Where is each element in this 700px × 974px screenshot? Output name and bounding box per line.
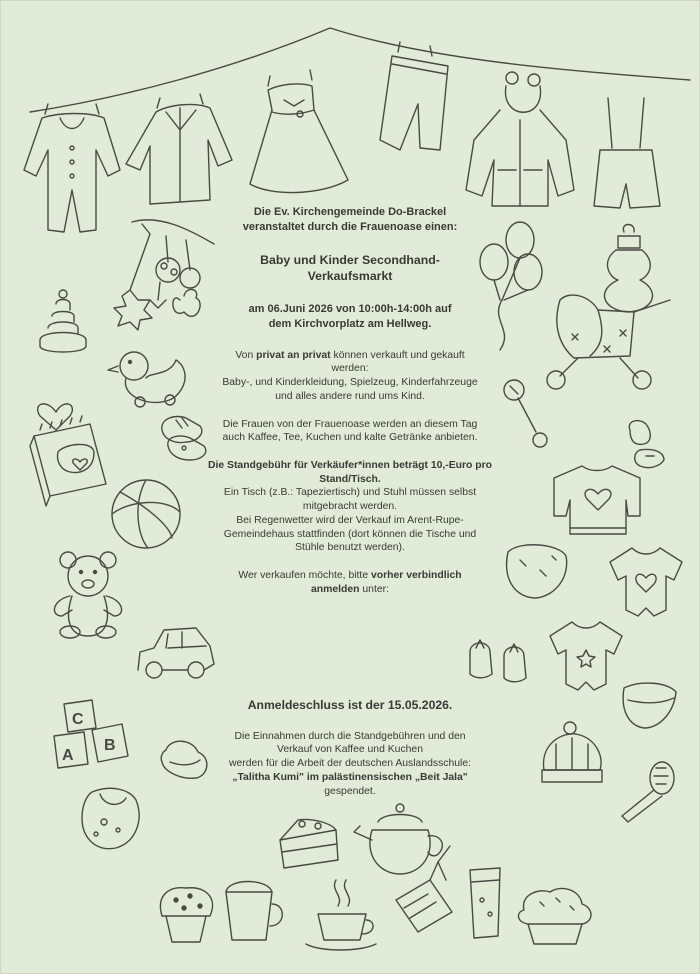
event-title: [190, 252, 510, 285]
organizer-line: veranstaltet durch die Frauenoase einen:: [242, 220, 458, 233]
sale-text: können verkauft und gekauft: [330, 349, 465, 361]
registration-text: unter:: [359, 583, 389, 595]
sale-text: und alles andere rund ums Kind.: [275, 390, 425, 402]
refreshments-info: [190, 418, 510, 445]
block-label-c: C: [72, 711, 84, 728]
refreshments-text: auch Kaffee, Tee, Kuchen und kalte Getränke anbieten.: [222, 432, 478, 444]
diaper-icon: [507, 545, 567, 598]
diaper-cover-icon: [623, 683, 676, 728]
refreshments-text: Die Frauen von der Frauenoase werden an diesem Tag: [222, 418, 478, 430]
sale-text: werden:: [331, 363, 369, 375]
onesie-heart-icon: [610, 548, 682, 616]
stacking-toy-icon: [40, 290, 86, 352]
teacup-icon: [306, 880, 376, 950]
sweater-icon: [554, 466, 640, 534]
cloth-book-icon: [30, 416, 106, 506]
romper-icon: [24, 104, 120, 232]
sale-text: Baby-, und Kinderkleidung, Spielzeug, Kinderfahrzeuge: [222, 377, 478, 389]
proceeds-text: Die Einnahmen durch die Standgebühren und den: [234, 730, 466, 742]
table-text: mitgebracht werden.: [302, 501, 398, 513]
registration-text: Wer verkaufen möchte, bitte: [238, 570, 371, 582]
registration-emphasis: anmelden: [311, 583, 360, 595]
flyer-text: [190, 205, 510, 798]
muffin-icon: [160, 888, 212, 942]
proceeds-text: werden für die Arbeit der deutschen Auslandsschule:: [228, 758, 472, 770]
clothesline-icon: [30, 28, 690, 112]
booties-icon: [629, 421, 664, 468]
pram-icon: [547, 295, 670, 389]
trousers-icon: [380, 42, 448, 150]
registration-deadline: Anmeldeschluss ist der 15.05.2026.: [247, 697, 453, 712]
jacket-icon: [126, 94, 232, 204]
coffee-cup-icon: [226, 882, 282, 941]
registration-info: [190, 569, 510, 596]
title-line: Baby und Kinder Secondhand-: [260, 252, 440, 267]
organizer-line: Die Ev. Kirchengemeinde Do-Brackel: [253, 206, 447, 218]
knit-cap-icon: [542, 722, 602, 782]
block-label-a: A: [62, 747, 74, 764]
title-line: Verkaufsmarkt: [307, 269, 393, 284]
fee-info: [190, 459, 510, 555]
fee-text: Die Standgebühr für Verkäufer*innen beträgt 10,-Euro pro: [207, 459, 493, 471]
teddy-bear-icon: [54, 552, 121, 638]
drink-glass-icon: [470, 868, 500, 938]
sale-emphasis: privat an privat: [256, 349, 331, 361]
sale-info: [190, 349, 510, 404]
date-line: am 06.Juni 2026 von 10:00h-14:00h auf: [248, 302, 452, 315]
organizer: [190, 205, 510, 235]
hairbrush-icon: [622, 762, 674, 822]
heart-icon: [38, 404, 73, 430]
rain-text: Stühle benutzt werden).: [295, 542, 405, 554]
proceeds-text: gespendet.: [324, 785, 376, 797]
sale-text: Von: [235, 349, 257, 361]
proceeds-info: [190, 730, 510, 799]
baby-bottle-icon: [605, 225, 653, 313]
cupcake-icon: [518, 888, 591, 944]
rain-text: Gemeindehaus stattfinden (dort können die Tische und: [223, 528, 477, 540]
event-date-location: [190, 302, 510, 332]
hoodie-icon: [466, 72, 574, 206]
location-line: dem Kirchvorplatz am Hellweg.: [268, 317, 432, 330]
onesie-star-icon: [550, 622, 622, 690]
tea-bag-icon: [396, 846, 452, 932]
school-name: „Talitha Kumi" im palästinensischen „Beit Jala": [232, 771, 468, 783]
overalls-icon: [594, 98, 660, 208]
beach-ball-icon: [112, 480, 180, 548]
rattle-icon: [504, 380, 547, 447]
duck-toy-icon: [108, 352, 185, 407]
table-text: Ein Tisch (z.B.: Tapeziertisch) und Stuhl müssen selbst: [223, 487, 477, 499]
block-label-b: B: [104, 737, 116, 754]
teapot-icon: [354, 804, 442, 874]
bib-icon: [82, 788, 139, 848]
proceeds-text: Verkauf von Kaffee und Kuchen: [277, 744, 423, 756]
registration-emphasis: vorher verbindlich: [370, 570, 462, 582]
fee-text: Stand/Tisch.: [319, 473, 381, 485]
cake-slice-icon: [280, 819, 338, 868]
dress-icon: [250, 70, 348, 193]
rain-text: Bei Regenwetter wird der Verkauf im Arent-Rupe-: [236, 514, 464, 526]
